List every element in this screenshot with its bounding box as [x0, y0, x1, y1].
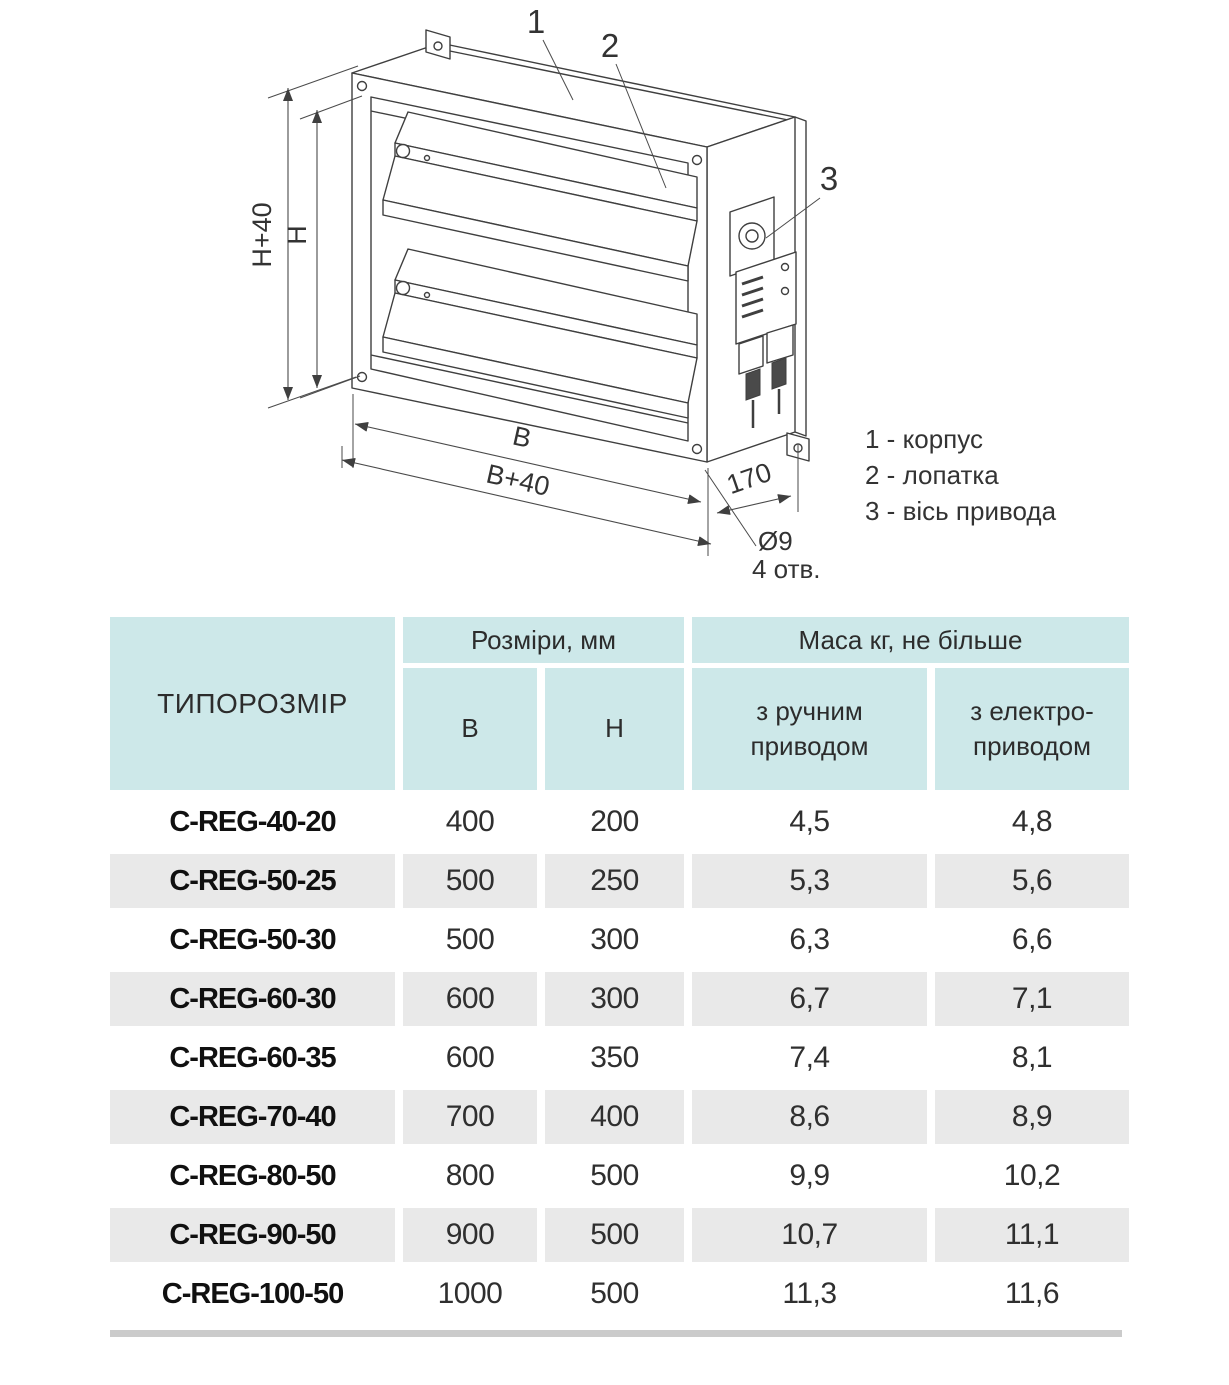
col-header-model: ТИПОРОЗМІР: [110, 617, 395, 790]
parts-legend: [865, 424, 1057, 526]
manual-mass-cell: 7,4: [692, 1031, 927, 1085]
dim-label-h-outer: H+40: [247, 202, 277, 268]
b-cell: 400: [403, 795, 537, 849]
b-cell: 900: [403, 1208, 537, 1262]
callout-1-body: 1: [526, 3, 546, 40]
dim-label-b-outer: B+40: [483, 458, 553, 502]
col-header-electric-drive: з електро-приводом: [935, 668, 1129, 790]
col-group-mass: Маса кг, не більше: [692, 617, 1129, 663]
electric-mass-cell: 6,6: [935, 913, 1129, 967]
b-cell: 600: [403, 1031, 537, 1085]
model-cell: C-REG-80-50: [110, 1149, 395, 1203]
manual-mass-cell: 8,6: [692, 1090, 927, 1144]
legend-item-body: 1 - корпус: [865, 424, 983, 454]
dim-label-depth: 170: [722, 456, 776, 501]
manual-mass-cell: 5,3: [692, 854, 927, 908]
model-cell: C-REG-100-50: [110, 1267, 395, 1321]
model-cell: C-REG-50-30: [110, 913, 395, 967]
h-cell: 500: [545, 1208, 684, 1262]
dim-label-h: H: [282, 225, 312, 245]
table-row: [110, 913, 1129, 967]
manual-mass-cell: 6,3: [692, 913, 927, 967]
model-cell: C-REG-60-35: [110, 1031, 395, 1085]
table-row: [110, 854, 1129, 908]
callout-3-drive-axis: 3: [819, 160, 839, 197]
manual-mass-cell: 11,3: [692, 1267, 927, 1321]
manual-mass-cell: 4,5: [692, 795, 927, 849]
h-cell: 500: [545, 1149, 684, 1203]
model-cell: C-REG-70-40: [110, 1090, 395, 1144]
table-row: [110, 972, 1129, 1026]
electric-mass-cell: 8,1: [935, 1031, 1129, 1085]
dim-label-hole-diameter: Ø9: [758, 526, 793, 556]
table-row: [110, 1208, 1129, 1262]
damper-drawing-svg: [0, 0, 1229, 612]
electric-mass-cell: 5,6: [935, 854, 1129, 908]
b-cell: 1000: [403, 1267, 537, 1321]
electric-mass-cell: 11,6: [935, 1267, 1129, 1321]
table-row: [110, 1267, 1129, 1321]
table-row: [110, 795, 1129, 849]
h-cell: 300: [545, 972, 684, 1026]
model-cell: C-REG-90-50: [110, 1208, 395, 1262]
b-cell: 700: [403, 1090, 537, 1144]
dim-label-hole-count: 4 отв.: [752, 554, 821, 584]
h-cell: 500: [545, 1267, 684, 1321]
legend-item-blade: 2 - лопатка: [865, 460, 999, 490]
b-cell: 500: [403, 854, 537, 908]
h-cell: 400: [545, 1090, 684, 1144]
table-bottom-divider: [110, 1330, 1122, 1337]
table-row: [110, 1149, 1129, 1203]
model-cell: C-REG-60-30: [110, 972, 395, 1026]
manual-mass-cell: 10,7: [692, 1208, 927, 1262]
dim-label-b: B: [509, 420, 535, 454]
electric-mass-cell: 8,9: [935, 1090, 1129, 1144]
model-cell: C-REG-40-20: [110, 795, 395, 849]
col-header-h: H: [545, 668, 684, 790]
size-table: [102, 612, 1137, 1326]
table-row: [110, 1031, 1129, 1085]
electric-mass-cell: 4,8: [935, 795, 1129, 849]
b-cell: 500: [403, 913, 537, 967]
damper-technical-drawing: [0, 0, 1229, 612]
electric-mass-cell: 11,1: [935, 1208, 1129, 1262]
legend-item-drive-axis: 3 - вісь привода: [865, 496, 1057, 526]
col-header-manual-drive: з ручним приводом: [692, 668, 927, 790]
h-cell: 200: [545, 795, 684, 849]
table-group-header-row: [110, 617, 1129, 663]
col-group-dimensions: Розміри, мм: [403, 617, 684, 663]
callout-2-blade: 2: [600, 27, 620, 64]
b-cell: 800: [403, 1149, 537, 1203]
h-cell: 250: [545, 854, 684, 908]
electric-mass-cell: 7,1: [935, 972, 1129, 1026]
manual-mass-cell: 6,7: [692, 972, 927, 1026]
table-row: [110, 1090, 1129, 1144]
h-cell: 300: [545, 913, 684, 967]
col-header-b: B: [403, 668, 537, 790]
electric-mass-cell: 10,2: [935, 1149, 1129, 1203]
model-cell: C-REG-50-25: [110, 854, 395, 908]
spec-table-section: [102, 612, 1137, 1326]
b-cell: 600: [403, 972, 537, 1026]
h-cell: 350: [545, 1031, 684, 1085]
manual-mass-cell: 9,9: [692, 1149, 927, 1203]
